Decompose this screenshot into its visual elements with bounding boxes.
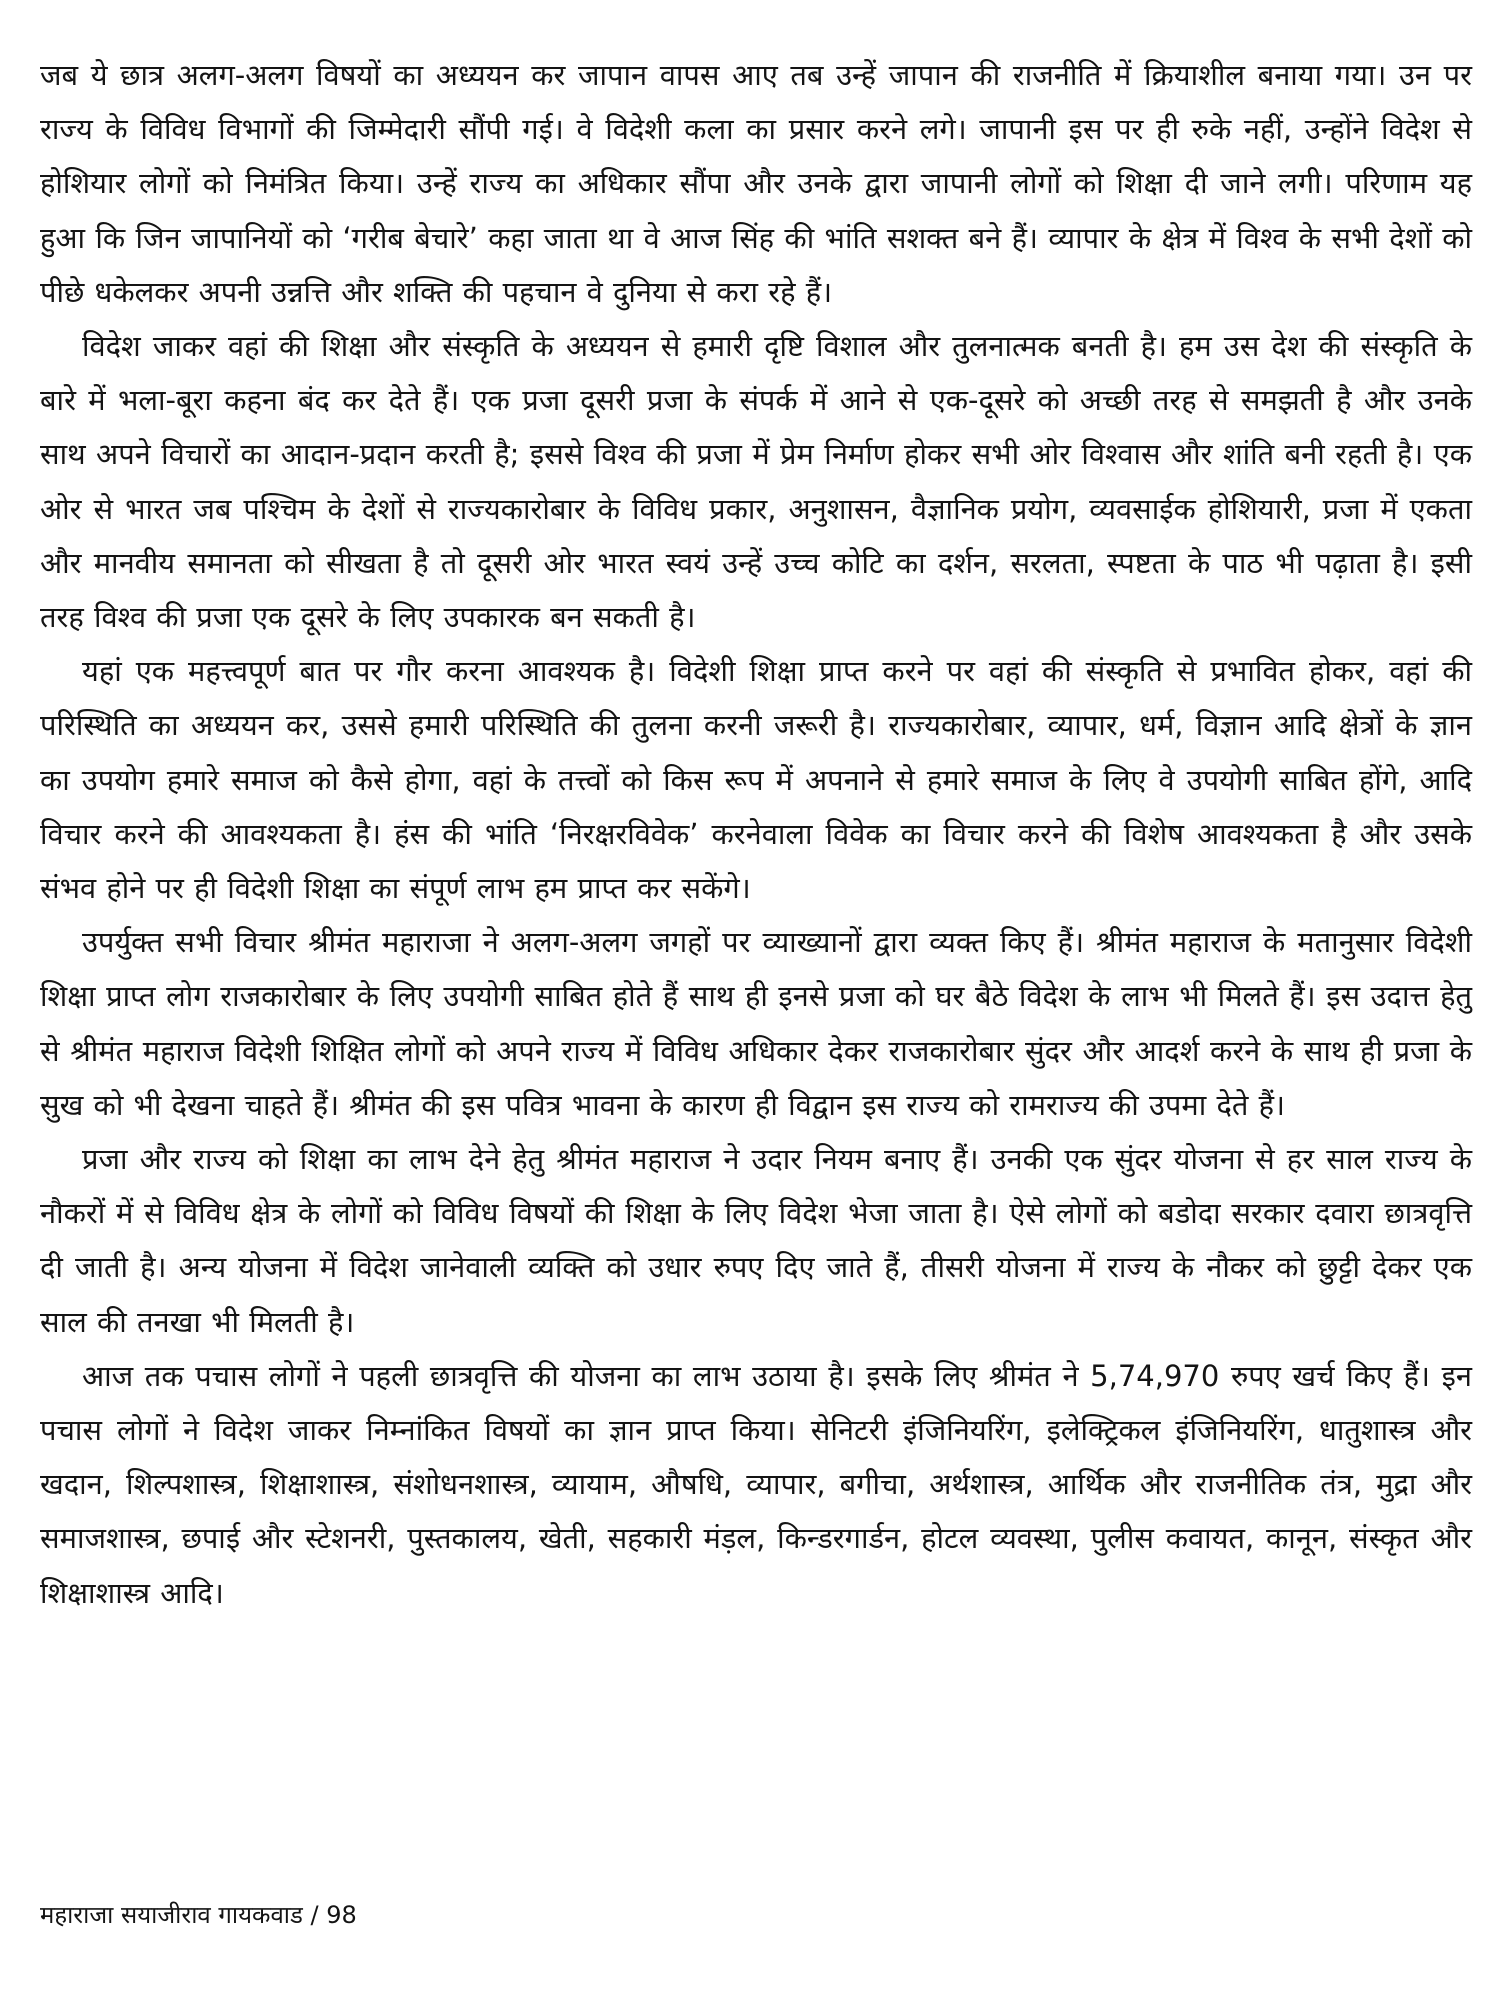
paragraph-foreign-study-perspective: विदेश जाकर वहां की शिक्षा और संस्कृति के अध्ययन से हमारी दृष्टि विशाल और तुलनात्मक बनती है। हम उस देश की संस्कृति के बारे में भला-बूरा कहना बंद कर देते हैं। एक प्रजा दूसरी प्रजा के संपर्क में आने से एक-दूसरे को अच्छी तरह से समझती है और उनके साथ अपने विचारों का आदान-प्रदान करती है; इससे विश्व की प्रजा में प्रेम निर्माण होकर सभी ओर विश्वास और शांति बनी रहती है। एक ओर से भारत जब पश्चिम के देशों से राज्यकारोबार के विविध प्रकार, अनुशासन, वैज्ञानिक प्रयोग, व्यवसाईक होशियारी, प्रजा में एकता और मानवीय समानता को सीखता है तो दूसरी ओर भारत स्वयं उन्हें उच्च कोटि का दर्शन, सरलता, स्पष्टता के पाठ भी पढ़ाता है। इसी तरह विश्व की प्रजा एक दूसरे के लिए उपकारक बन सकती है। (40, 329, 1472, 635)
page-body (40, 48, 1472, 1620)
paragraph-important-point: यहां एक महत्त्वपूर्ण बात पर गौर करना आवश्यक है। विदेशी शिक्षा प्राप्त करने पर वहां की संस्कृति से प्रभावित होकर, वहां की परिस्थिति का अध्ययन कर, उससे हमारी परिस्थिति की तुलना करनी जरूरी है। राज्यकारोबार, व्यापार, धर्म, विज्ञान आदि क्षेत्रों के ज्ञान का उपयोग हमारे समाज को कैसे होगा, वहां के तत्त्वों को किस रूप में अपनाने से हमारे समाज के लिए वे उपयोगी साबित होंगे, आदि विचार करने की आवश्यकता है। हंस की भांति ‘निरक्षरविवेक’ करनेवाला विवेक का विचार करने की विशेष आवश्यकता है और उसके संभव होने पर ही विदेशी शिक्षा का संपूर्ण लाभ हम प्राप्त कर सकेंगे। (40, 654, 1472, 906)
paragraph-maharaja-views: उपर्युक्त सभी विचार श्रीमंत महाराजा ने अलग-अलग जगहों पर व्याख्यानों द्वारा व्यक्त किए हैं। श्रीमंत महाराज के मतानुसार विदेशी शिक्षा प्राप्त लोग राजकारोबार के लिए उपयोगी साबित होते हैं साथ ही इनसे प्रजा को घर बैठे विदेश के लाभ भी मिलते हैं। इस उदात्त हेतु से श्रीमंत महाराज विदेशी शिक्षित लोगों को अपने राज्य में विविध अधिकार देकर राजकारोबार सुंदर और आदर्श करने के साथ ही प्रजा के सुख को भी देखना चाहते हैं। श्रीमंत की इस पवित्र भावना के कारण ही विद्वान इस राज्य को रामराज्य की उपमा देते हैं। (40, 925, 1472, 1122)
paragraph-fifty-scholars: आज तक पचास लोगों ने पहली छात्रवृत्ति की योजना का लाभ उठाया है। इसके लिए श्रीमंत ने 5,74,970 रुपए खर्च किए हैं। इन पचास लोगों ने विदेश जाकर निम्नांकित विषयों का ज्ञान प्राप्त किया। सेनिटरी इंजिनियरिंग, इलेक्ट्रिकल इंजिनियरिंग, धातुशास्त्र और खदान, शिल्पशास्त्र, शिक्षाशास्त्र, संशोधनशास्त्र, व्यायाम, औषधि, व्यापार, बगीचा, अर्थशास्त्र, आर्थिक और राजनीतिक तंत्र, मुद्रा और समाजशास्त्र, छपाई और स्टेशनरी, पुस्तकालय, खेती, सहकारी मंड़ल, किन्डरगार्डन, होटल व्यवस्था, पुलीस कवायत, कानून, संस्कृत और शिक्षाशास्त्र आदि। (40, 1358, 1472, 1610)
page-footer: महाराजा सयाजीराव गायकवाड / 98 (40, 1901, 357, 1929)
paragraph-scholarship-schemes: प्रजा और राज्य को शिक्षा का लाभ देने हेतु श्रीमंत महाराज ने उदार नियम बनाए हैं। उनकी एक सुंदर योजना से हर साल राज्य के नौकरों में से विविध क्षेत्र के लोगों को विविध विषयों की शिक्षा के लिए विदेश भेजा जाता है। ऐसे लोगों को बडोदा सरकार दवारा छात्रवृत्ति दी जाती है। अन्य योजना में विदेश जानेवाली व्यक्ति को उधार रुपए दिए जाते हैं, तीसरी योजना में राज्य के नौकर को छुट्टी देकर एक साल की तनखा भी मिलती है। (40, 1142, 1472, 1339)
paragraph-japan-students: जब ये छात्र अलग-अलग विषयों का अध्ययन कर जापान वापस आए तब उन्हें जापान की राजनीति में क्रियाशील बनाया गया। उन पर राज्य के विविध विभागों की जिम्मेदारी सौंपी गई। वे विदेशी कला का प्रसार करने लगे। जापानी इस पर ही रुके नहीं, उन्होंने विदेश से होशियार लोगों को निमंत्रित किया। उन्हें राज्य का अधिकार सौंपा और उनके द्वारा जापानी लोगों को शिक्षा दी जाने लगी। परिणाम यह हुआ कि जिन जापानियों को ‘गरीब बेचारे’ कहा जाता था वे आज सिंह की भांति सशक्त बने हैं। व्यापार के क्षेत्र में विश्व के सभी देशों को पीछे धकेलकर अपनी उन्नत्ति और शक्ति की पहचान वे दुनिया से करा रहे हैं। (40, 58, 1472, 309)
